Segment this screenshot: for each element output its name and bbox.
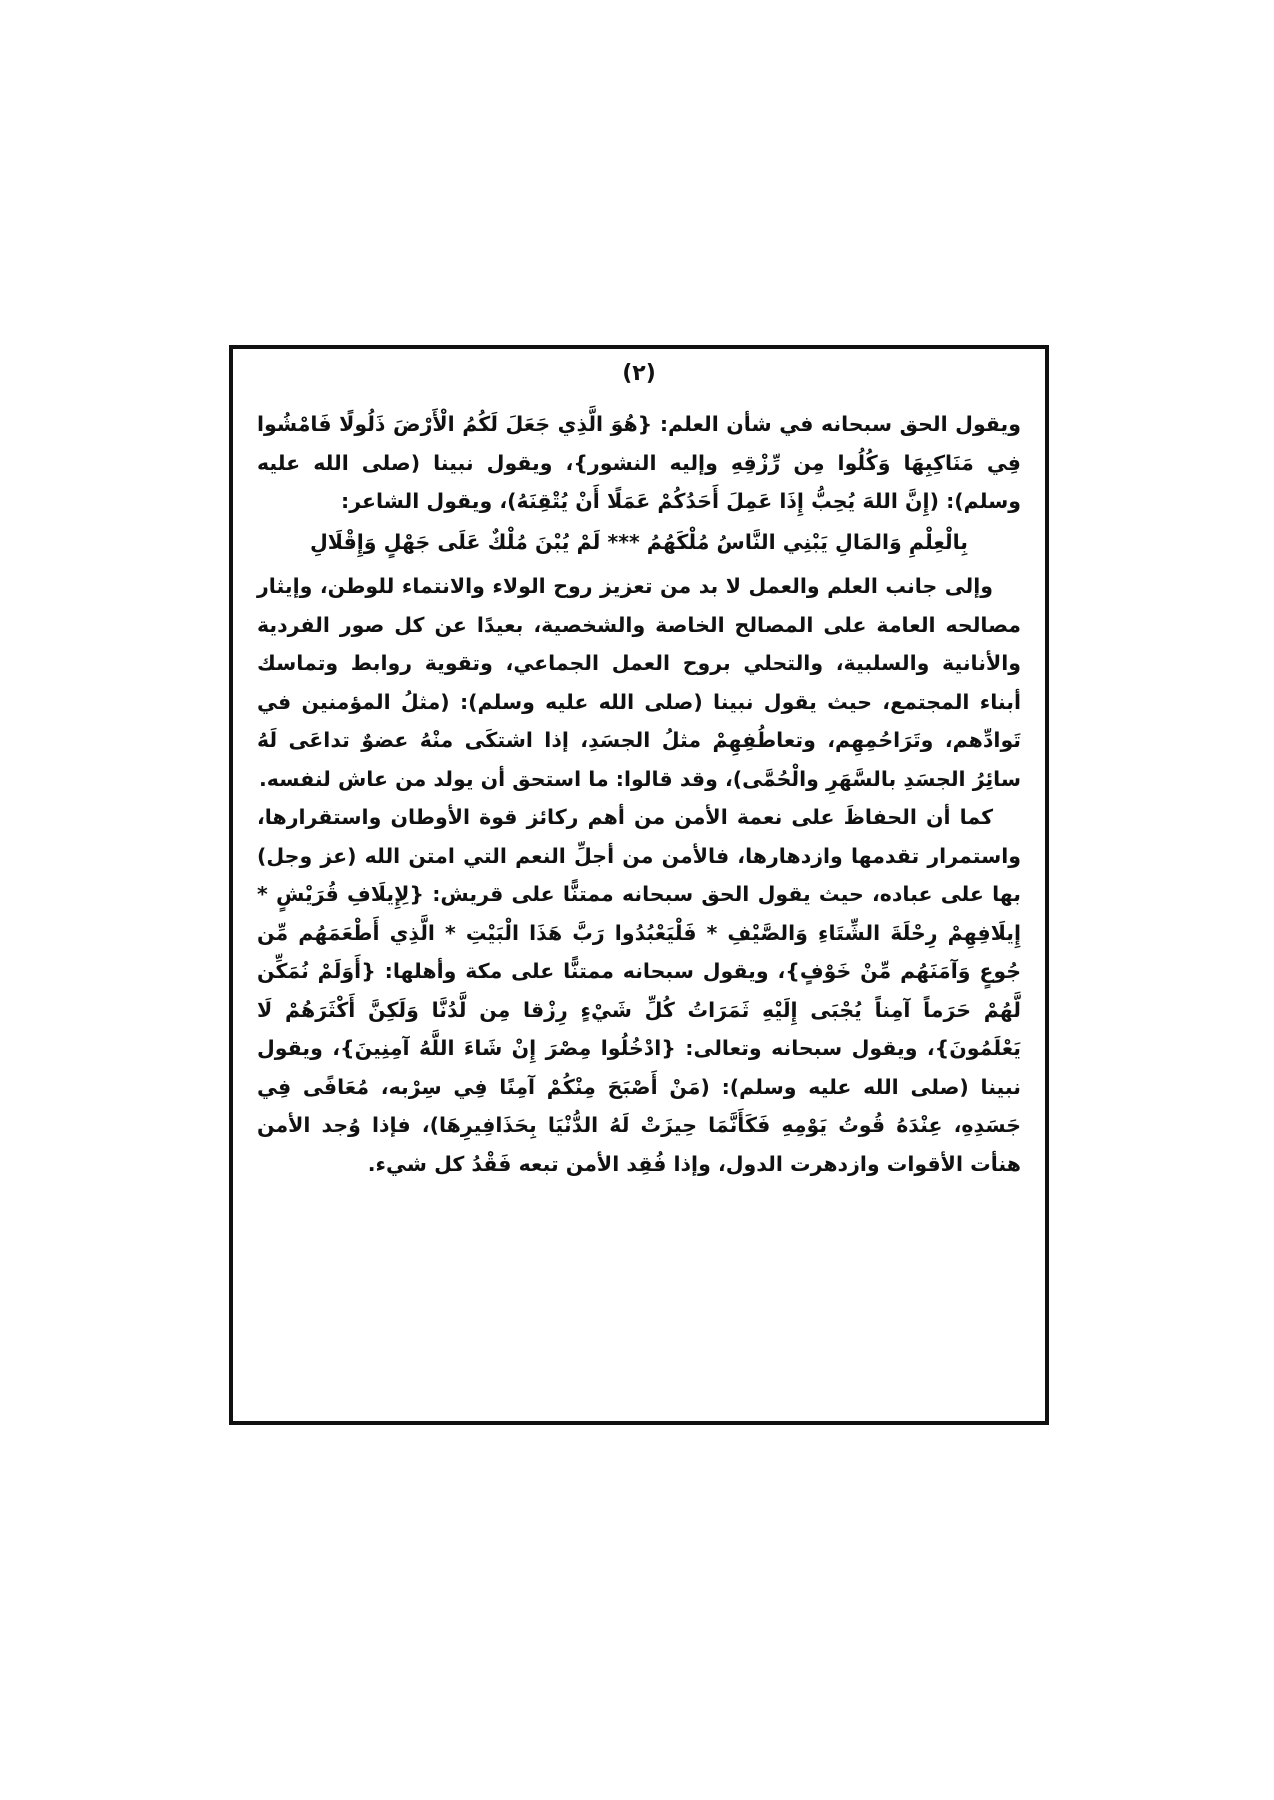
page-frame bbox=[229, 345, 1049, 1425]
poetry-verse: بِالْعِلْمِ وَالمَالِ يَبْنِي النَّاسُ مُلْكَهُمُ *** لَمْ يُبْنَ مُلْكٌ عَلَى جَهْلٍ وَإِقْلَالِ bbox=[309, 529, 968, 554]
page-number: (٢) bbox=[622, 361, 656, 386]
paragraph-knowledge: ويقول الحق سبحانه في شأن العلم: {هُوَ الَّذِي جَعَلَ لَكُمُ الْأَرْضَ ذَلُولًا فَامْشُوا فِي مَنَاكِبِهَا وَكُلُوا مِن رِّزْقِهِ وإليه النشور}، ويقول نبينا (صلى الله عليه وسلم): (إِنَّ اللهَ يُحِبُّ إِذَا عَمِلَ أَحَدُكُمْ عَمَلًا أَنْ يُتْقِنَهُ)، ويقول الشاعر: bbox=[257, 412, 1021, 513]
paragraph-security: كما أن الحفاظَ على نعمة الأمن من أهم ركائز قوة الأوطان واستقرارها، واستمرار تقدمها وازدهارها، فالأمن من أجلِّ النعم التي امتن الله (عز وجل) بها على عباده، حيث يقول الحق سبحانه ممتنًّا على قريش: {لِإِيلَافِ قُرَيْشٍ * إِيلَافِهِمْ رِحْلَةَ الشِّتَاءِ وَالصَّيْفِ * فَلْيَعْبُدُوا رَبَّ هَذَا الْبَيْتِ * الَّذِي أَطْعَمَهُم مِّن جُوعٍ وَآمَنَهُم مِّنْ خَوْفٍ}، ويقول سبحانه ممتنًّا على مكة وأهلها: {أَوَلَمْ نُمَكِّن لَّهُمْ حَرَماً آمِناً يُجْبَى إِلَيْهِ ثَمَرَاتُ كُلِّ شَيْءٍ رِزْقا مِن لَّدُنَّا وَلَكِنَّ أَكْثَرَهُمْ لَا يَعْلَمُونَ}، ويقول سبحانه وتعالى: {ادْخُلُوا مِصْرَ إِنْ شَاءَ اللَّهُ آمِنِينَ}، ويقول نبينا (صلى الله عليه وسلم): (مَنْ أَصْبَحَ مِنْكُمْ آمِنًا فِي سِرْبه، مُعَافًى فِي جَسَدِهِ، عِنْدَهُ قُوتُ يَوْمِهِ فَكَأَنَّمَا حِيزَتْ لَهُ الدُّنْيَا بِحَذَافِيرِهَا)، فإذا وُجد الأمن هنأت الأقوات وازدهرت الدول، وإذا فُقِد الأمن تبعه فَقْدُ كل شيء. bbox=[257, 805, 1021, 1176]
article-body bbox=[257, 405, 1021, 1183]
paragraph-belonging: وإلى جانب العلم والعمل لا بد من تعزيز روح الولاء والانتماء للوطن، وإيثار مصالحه العامة على المصالح الخاصة والشخصية، بعيدًا عن كل صور الفردية والأنانية والسلبية، والتحلي بروح العمل الجماعي، وتقوية روابط وتماسك أبناء المجتمع، حيث يقول نبينا (صلى الله عليه وسلم): (مثلُ المؤمنين في تَوادِّهم، وتَرَاحُمِهِم، وتعاطُفِهِمْ مثلُ الجسَدِ، إذا اشتكَى منْهُ عضوٌ تداعَى لَهُ سائِرُ الجسَدِ بالسَّهَرِ والْحُمَّى)، وقد قالوا: ما استحق أن يولد من عاش لنفسه. bbox=[257, 574, 1021, 791]
